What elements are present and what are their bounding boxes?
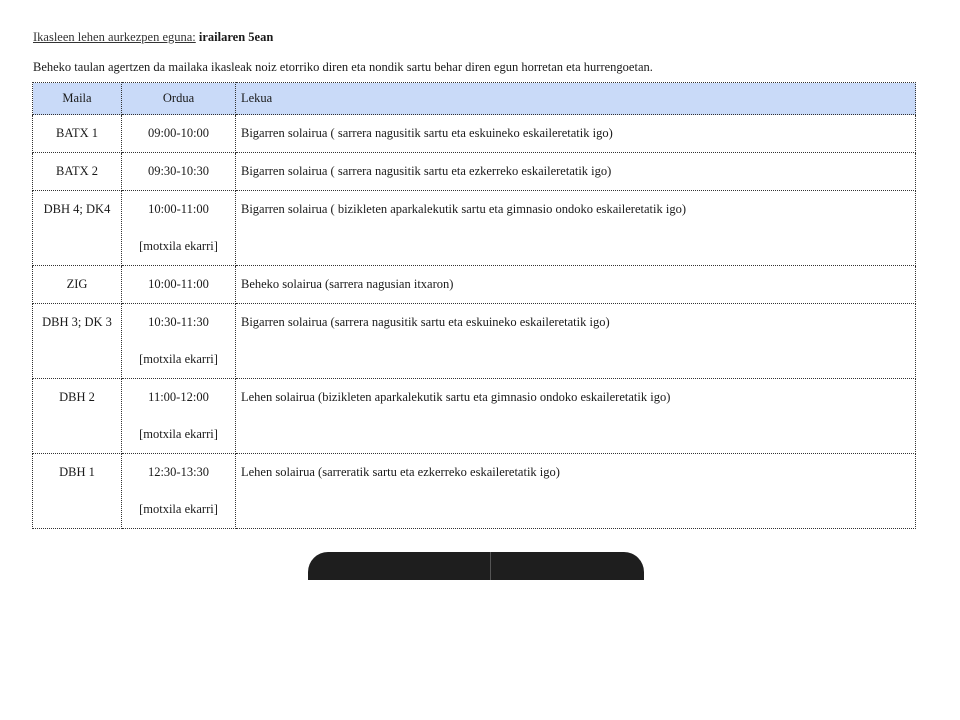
table-body [33,115,916,529]
lekua-text: Bigarren solairua ( bizikleten aparkalekutik sartu eta gimnasio ondoko eskaileretatik igo) [241,202,686,216]
ordua-text: 10:00-11:00 [148,202,209,216]
lekua-text: Lehen solairua (bizikleten aparkalekutik sartu eta gimnasio ondoko eskaileretatik igo) [241,390,671,404]
intro-text: Beheko taulan agertzen da mailaka ikasleak noiz etorriko diren eta nondik sartu behar diren egun horretan eta hurrengoetan. [33,60,653,74]
cell-ordua [122,379,236,454]
maila-text: DBH 2 [59,390,95,404]
ordua-note: [motxila ekarri] [139,352,218,366]
cell-ordua [122,454,236,529]
cell-lekua [236,266,916,304]
cell-lekua [236,115,916,153]
ordua-note: [motxila ekarri] [139,427,218,441]
cell-lekua [236,153,916,191]
column-header-ordua: Ordua [122,83,236,115]
table-row [33,454,916,529]
table-row [33,191,916,266]
cell-maila [33,191,122,266]
cell-maila [33,266,122,304]
cell-maila [33,304,122,379]
cell-ordua [122,266,236,304]
maila-text: BATX 2 [55,164,99,178]
table-header-row [33,83,916,115]
table-row [33,153,916,191]
lekua-text: Bigarren solairua ( sarrera nagusitik sartu eta eskuineko eskaileretatik igo) [241,126,613,140]
page-blank-area [0,556,960,720]
maila-text: DBH 4; DK4 [43,202,111,216]
ordua-text: 12:30-13:30 [147,465,210,479]
presentation-day-label: Ikasleen lehen aurkezpen eguna: [33,30,196,44]
cell-lekua [236,304,916,379]
table-row [33,379,916,454]
cell-ordua [122,191,236,266]
ordua-text: 09:30-10:30 [147,164,210,178]
cell-lekua [236,191,916,266]
maila-text: DBH 1 [59,465,95,479]
ordua-text: 09:00-10:00 [147,126,210,140]
toolbar-divider [490,552,491,580]
cell-lekua [236,454,916,529]
ordua-text: 10:00-11:00 [148,277,209,291]
lekua-text: Beheko solairua (sarrera nagusian itxaron) [241,277,454,291]
table-row [33,266,916,304]
ordua-text: 11:00-12:00 [148,390,209,404]
schedule-table [32,82,916,529]
cell-ordua [122,115,236,153]
lekua-text: Bigarren solairua ( sarrera nagusitik sartu eta ezkerreko eskaileretatik igo) [241,164,612,178]
cell-maila [33,454,122,529]
maila-text: DBH 3; DK 3 [42,315,112,329]
cell-ordua [122,153,236,191]
cell-ordua [122,304,236,379]
maila-text: ZIG [66,277,88,291]
table-row [33,115,916,153]
ordua-note: [motxila ekarri] [139,239,218,253]
ordua-note: [motxila ekarri] [139,502,218,516]
column-header-maila: Maila [33,83,122,115]
cell-maila [33,379,122,454]
ordua-text: 10:30-11:30 [148,315,209,329]
lekua-text: Bigarren solairua (sarrera nagusitik sartu eta eskuineko eskaileretatik igo) [241,315,610,329]
column-header-lekua: Lekua [236,83,916,115]
floating-toolbar[interactable] [308,552,644,580]
heading-line [33,30,273,45]
table-row [33,304,916,379]
presentation-day-value: irailaren 5ean [198,30,274,44]
lekua-text: Lehen solairua (sarreratik sartu eta ezkerreko eskaileretatik igo) [241,465,560,479]
cell-lekua [236,379,916,454]
cell-maila [33,153,122,191]
cell-maila [33,115,122,153]
maila-text: BATX 1 [55,126,99,140]
